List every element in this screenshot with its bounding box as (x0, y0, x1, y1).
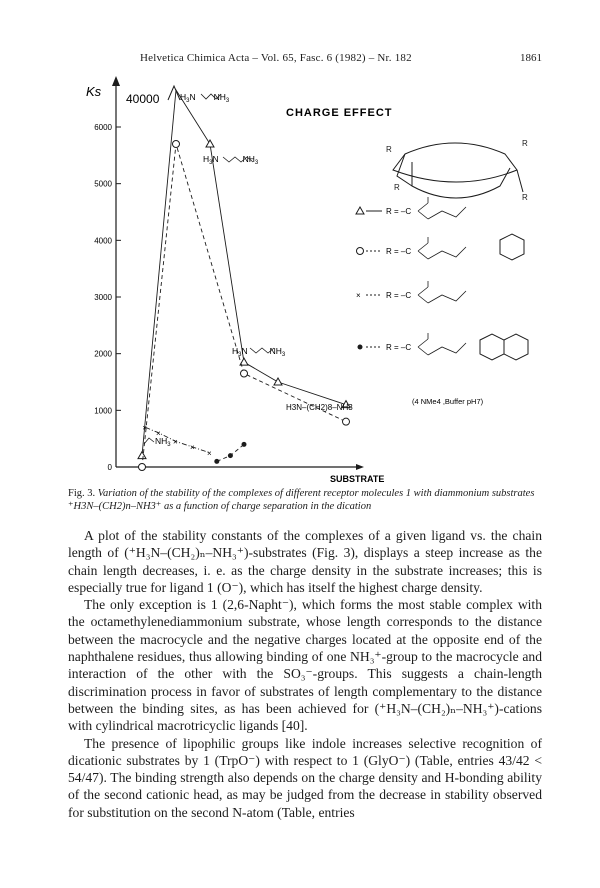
cross-point: × (190, 443, 195, 453)
conditions-note: (4 NMe4 ,Buffer pH7) (412, 397, 484, 406)
svg-text:R: R (394, 183, 400, 192)
circle-point (343, 418, 350, 425)
svg-text:R: R (522, 139, 528, 148)
macrocycle-structure (386, 139, 528, 202)
filled-circle-series-line (217, 444, 244, 461)
annotation-c4: $H_3N$ $NH_3$ (232, 346, 286, 358)
circle-point (173, 141, 180, 148)
circle-point (139, 464, 146, 471)
naphthalene-ring-2 (504, 334, 528, 360)
x-axis-arrow (356, 464, 364, 470)
triangle-point (274, 378, 282, 385)
annotation-c2: $H_3N$ $NH_3$ (180, 92, 230, 104)
cross-point: × (156, 429, 161, 438)
legend-cross: × (356, 291, 361, 300)
naphthalene-ring-1 (480, 334, 504, 360)
y-break-value: 40000 (126, 92, 160, 106)
charge-effect-figure (60, 72, 540, 482)
y-tick-label: 3000 (94, 293, 112, 302)
annotation-nh3-chain (144, 438, 154, 444)
legend-circle (357, 248, 364, 255)
ligand-legend (356, 197, 528, 360)
legend-filled-circle (358, 345, 363, 350)
legend-structure (418, 281, 466, 303)
triangle-point (138, 452, 146, 459)
y-tick-label: 1000 (94, 406, 112, 416)
legend-formula: R = –C (386, 247, 412, 256)
svg-text:R: R (522, 193, 528, 202)
y-tick-label: 2000 (94, 349, 112, 359)
data-series (138, 86, 350, 471)
chart-title: CHARGE EFFECT (286, 107, 393, 119)
filled-circle-point (242, 442, 247, 447)
y-tick-label: 4000 (94, 236, 112, 246)
annotation-nh3: $NH_3$ (155, 436, 171, 448)
legend-structure (418, 237, 466, 259)
caption-text: Variation of the stability of the complexes of different receptor molecules 1 with diammonium substrates ⁺H3N–(CH2)n–NH3⁺ as a function of charge separation in the dication (68, 488, 535, 512)
caption-lead: Fig. 3. (68, 488, 98, 499)
triangle-point (206, 140, 214, 147)
annotation-c8: H3N–(CH2)8–NH3 (286, 403, 353, 412)
running-header (0, 52, 600, 68)
filled-circle-point (214, 459, 219, 464)
filled-circle-point (228, 453, 233, 458)
paragraph-3: The presence of lipophilic groups like indole increases selective recognition of dicationic substrates by 1 (TrpO⁻) with respect to 1 (GlyO⁻) (Table, entries 43/42 < 54/47). The binding strength also depends on the charge density and H-bonding ability of the second cationic head, as may be judged from the decrease in stability observed for substitution on the second N-atom (Table, entries (68, 735, 542, 820)
cross-point: × (207, 448, 212, 458)
journal-citation: Helvetica Chimica Acta – Vol. 65, Fasc. 6 (1982) – Nr. 182 (140, 52, 412, 64)
cross-point: × (142, 423, 148, 433)
y-axis-arrow (112, 76, 120, 86)
legend-structure (418, 197, 466, 219)
page-number: 1861 (520, 52, 542, 64)
legend-structure (418, 333, 466, 355)
legend-formula: R = –C (386, 291, 412, 300)
y-tick-label: 5000 (94, 179, 112, 189)
annotation-c5: $H_3N$ $NH_3$ (203, 154, 259, 166)
svg-text:R: R (386, 145, 392, 154)
legend-formula: R = –C (386, 343, 412, 352)
circle-series-line (142, 144, 346, 467)
paragraph-2: The only exception is 1 (2,6-Napht⁻), which forms the most stable complex with the octamethylenediammonium substrate, whose length corresponds to the distance between the macrocycle and the negative charges located at the opposite end of the naphthalene residues, thus allowing binding of one NH₃⁺-group to the macrocycle and interaction of the other with the SO₃⁻-groups. This suggests a chain-length discrimination process in favor of substrates of length complementary to the distance between the binding sites, as has been achieved for (⁺H₃N–(CH₂)ₙ–NH₃⁺)-cations with cylindrical macrotricyclic ligands [40]. (68, 597, 542, 734)
body-text (68, 527, 542, 821)
figure-caption (68, 487, 538, 513)
legend-formula: R = –C (386, 207, 412, 216)
x-axis-label: SUBSTRATE (330, 474, 385, 482)
paragraph-1: A plot of the stability constants of the complexes of a given ligand vs. the chain length of (⁺H₃N–(CH₂)ₙ–NH₃⁺)-substrates (Fig. 3), displays a steep increase as the chain length decreases, i. e. as the charge density in the substrate increases; this is especially true for ligand 1 (O⁻), which has itself the highest charge density. (68, 528, 542, 595)
cross-point: × (173, 437, 178, 447)
y-axis-label: Ks (86, 84, 102, 99)
y-ticks (94, 123, 121, 472)
y-tick-label: 0 (107, 463, 112, 472)
y-tick-label: 6000 (94, 123, 112, 132)
legend-triangle (356, 207, 364, 214)
circle-point (241, 370, 248, 377)
indole-ring (500, 234, 524, 260)
